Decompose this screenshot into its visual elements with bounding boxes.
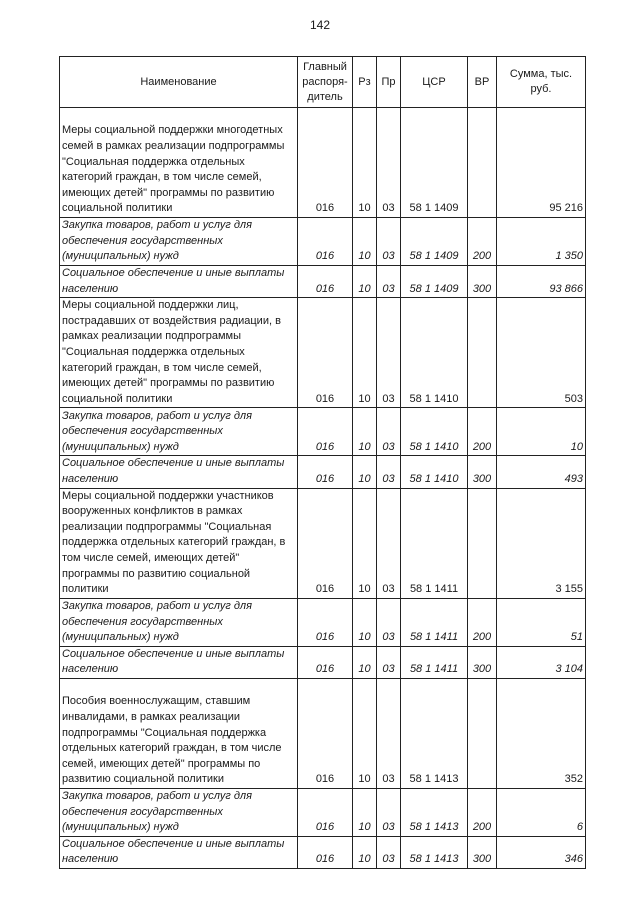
header-pr: Пр (377, 57, 401, 108)
row-csr: 58 1 1411 (401, 646, 468, 678)
row-vr (468, 108, 497, 218)
page-number: 142 (309, 18, 331, 32)
row-csr: 58 1 1409 (401, 218, 468, 266)
row-sum: 503 (497, 298, 586, 408)
row-name: Социальное обеспечение и иные выплаты населению (60, 646, 298, 678)
table-row (60, 218, 586, 266)
row-vr: 300 (468, 456, 497, 488)
row-name: Меры социальной поддержки участников вооруженных конфликтов в рамках реализации подпрограммы "Социальная поддержка отдельных категорий граждан, в том числе семей, имеющих детей" программы по развитию социальной политики (60, 488, 298, 598)
row-pr: 03 (377, 298, 401, 408)
row-rz: 10 (353, 678, 377, 788)
header-csr: ЦСР (401, 57, 468, 108)
row-pr: 03 (377, 218, 401, 266)
row-admin: 016 (298, 108, 353, 218)
row-admin: 016 (298, 298, 353, 408)
header-vr: ВР (468, 57, 497, 108)
table-row (60, 456, 586, 488)
row-admin: 016 (298, 678, 353, 788)
row-csr: 58 1 1413 (401, 788, 468, 836)
header-name: Наименование (60, 57, 298, 108)
row-sum: 352 (497, 678, 586, 788)
row-pr: 03 (377, 108, 401, 218)
row-sum: 3 155 (497, 488, 586, 598)
row-name: Меры социальной поддержки лиц, пострадавших от воздействия радиации, в рамках реализации подпрограммы "Социальная поддержка отдельных категорий граждан, в том числе семей, имеющих детей" программы по развитию социальной политики (60, 298, 298, 408)
table-row (60, 298, 586, 408)
row-pr: 03 (377, 408, 401, 456)
row-sum: 51 (497, 598, 586, 646)
header-rz: Рз (353, 57, 377, 108)
row-csr: 58 1 1413 (401, 678, 468, 788)
table-row (60, 598, 586, 646)
row-pr: 03 (377, 456, 401, 488)
header-admin: Главный распоря-дитель (298, 57, 353, 108)
row-vr: 300 (468, 266, 497, 298)
row-name: Социальное обеспечение и иные выплаты населению (60, 836, 298, 868)
row-admin: 016 (298, 266, 353, 298)
row-sum: 346 (497, 836, 586, 868)
row-sum: 1 350 (497, 218, 586, 266)
row-rz: 10 (353, 598, 377, 646)
table-row (60, 646, 586, 678)
row-csr: 58 1 1411 (401, 598, 468, 646)
row-vr: 300 (468, 836, 497, 868)
row-rz: 10 (353, 218, 377, 266)
header-row (60, 57, 586, 108)
row-vr: 200 (468, 408, 497, 456)
row-name: Социальное обеспечение и иные выплаты населению (60, 266, 298, 298)
row-vr (468, 488, 497, 598)
row-csr: 58 1 1410 (401, 298, 468, 408)
row-sum: 93 866 (497, 266, 586, 298)
table-row (60, 788, 586, 836)
row-csr: 58 1 1410 (401, 456, 468, 488)
row-csr: 58 1 1409 (401, 266, 468, 298)
row-vr (468, 678, 497, 788)
row-rz: 10 (353, 488, 377, 598)
row-sum: 6 (497, 788, 586, 836)
row-csr: 58 1 1410 (401, 408, 468, 456)
row-admin: 016 (298, 218, 353, 266)
budget-table (59, 56, 586, 869)
row-rz: 10 (353, 836, 377, 868)
row-admin: 016 (298, 456, 353, 488)
row-name: Закупка товаров, работ и услуг для обеспечения государственных (муниципальных) нужд (60, 788, 298, 836)
row-sum: 95 216 (497, 108, 586, 218)
row-sum: 3 104 (497, 646, 586, 678)
row-csr: 58 1 1411 (401, 488, 468, 598)
row-name: Социальное обеспечение и иные выплаты населению (60, 456, 298, 488)
row-pr: 03 (377, 266, 401, 298)
row-pr: 03 (377, 598, 401, 646)
table-row (60, 836, 586, 868)
row-vr: 300 (468, 646, 497, 678)
row-rz: 10 (353, 408, 377, 456)
row-vr: 200 (468, 598, 497, 646)
row-sum: 493 (497, 456, 586, 488)
row-name: Закупка товаров, работ и услуг для обеспечения государственных (муниципальных) нужд (60, 218, 298, 266)
row-pr: 03 (377, 646, 401, 678)
table-row (60, 678, 586, 788)
row-sum: 10 (497, 408, 586, 456)
table-row (60, 488, 586, 598)
row-admin: 016 (298, 598, 353, 646)
row-pr: 03 (377, 678, 401, 788)
row-admin: 016 (298, 788, 353, 836)
row-csr: 58 1 1413 (401, 836, 468, 868)
row-name: Пособия военнослужащим, ставшим инвалидами, в рамках реализации подпрограммы "Социальная поддержка отдельных категорий граждан, в том числе семей, имеющих детей" программы по развитию социальной политики (60, 678, 298, 788)
row-admin: 016 (298, 646, 353, 678)
row-vr (468, 298, 497, 408)
row-rz: 10 (353, 108, 377, 218)
row-name: Меры социальной поддержки многодетных семей в рамках реализации подпрограммы "Социальная поддержка отдельных категорий граждан, в том числе семей, имеющих детей" программы по развитию социальной политики (60, 108, 298, 218)
table-row (60, 108, 586, 218)
row-pr: 03 (377, 488, 401, 598)
table-row (60, 408, 586, 456)
row-csr: 58 1 1409 (401, 108, 468, 218)
row-vr: 200 (468, 218, 497, 266)
row-pr: 03 (377, 788, 401, 836)
row-rz: 10 (353, 298, 377, 408)
row-vr: 200 (468, 788, 497, 836)
row-rz: 10 (353, 788, 377, 836)
table-row (60, 266, 586, 298)
row-admin: 016 (298, 408, 353, 456)
header-sum: Сумма, тыс. руб. (497, 57, 586, 108)
row-rz: 10 (353, 646, 377, 678)
row-rz: 10 (353, 456, 377, 488)
row-admin: 016 (298, 488, 353, 598)
row-pr: 03 (377, 836, 401, 868)
row-name: Закупка товаров, работ и услуг для обеспечения государственных (муниципальных) нужд (60, 408, 298, 456)
row-admin: 016 (298, 836, 353, 868)
row-rz: 10 (353, 266, 377, 298)
row-name: Закупка товаров, работ и услуг для обеспечения государственных (муниципальных) нужд (60, 598, 298, 646)
